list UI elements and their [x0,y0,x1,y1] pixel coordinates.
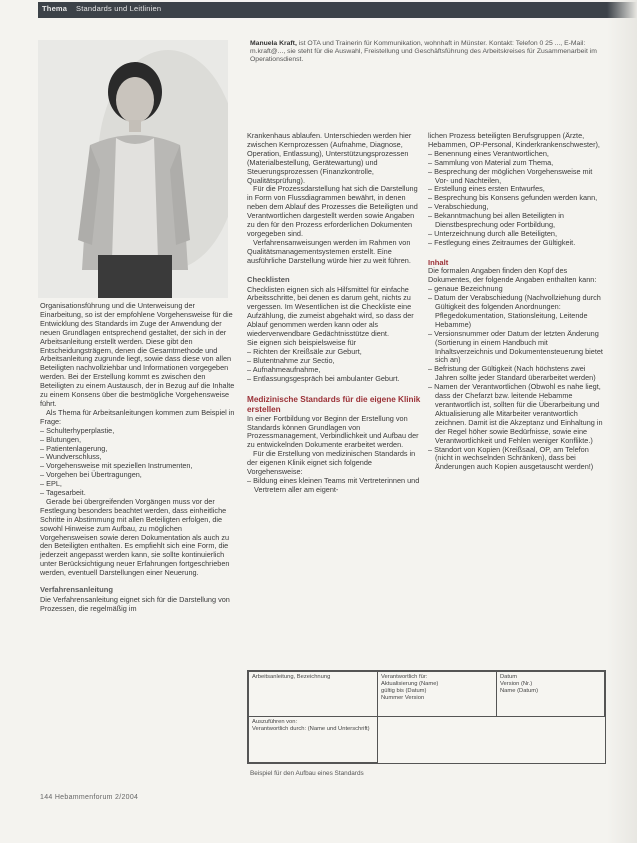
col3-paragraph: Die formalen Angaben finden den Kopf des Dokumentes, der folgende Angaben enthalten kann: [428,266,597,285]
column-1 [40,302,235,614]
list-item: – Tagesarbeit. [40,488,86,498]
standard-form-example [247,670,606,764]
header-section: Thema [42,4,68,13]
col2-paragraph: Für die Prozessdarstellung hat sich die Darstellung in Form von Flussdiagrammen bewährt, in denen neben dem Ablauf des Prozesses die Beteiligten und Verantwortlichen dargestellt werden sowie Angaben zu den für den Prozess erforderlichen Dokumenten vorgegeben sind. [247,184,418,238]
figure-caption: Beispiel für den Aufbau eines Standards [250,770,364,777]
list-item: – Entlassungsgespräch bei ambulanter Geburt. [247,373,400,383]
list-item: – Blutungen, [40,434,81,444]
list-item: – Datum der Verabschiedung (Nachvollziehung durch Gültigkeit des folgenden Anordnungen: Pflegedokumentation, Stationsleitung, Leitende Hebamme) [428,293,601,329]
author-bio: ist OTA und Trainerin für Kommunikation, wohnhaft in Münster. Kontakt: Telefon 0 25 ..., E-Mail: m.kraft@..., sie steht für die Auswahl, Freistellung und Geschäftsführung des Arbeitskreises für Zusammenarbeit im Operationsdienst. [250,40,597,64]
list-item: – Richten der Kreißsäle zur Geburt, [247,346,362,356]
author-photo [38,40,228,298]
list-item: – Schulterhyperplastie, [40,425,115,435]
col2-paragraph: Sie eignen sich beispielsweise für [247,337,357,347]
list-item: – Wundverschluss, [40,452,102,462]
col1-paragraph: Gerade bei übergreifenden Vorgängen muss vor der Festlegung besonders beachtet werden, dass einheitliche Schritte in Abstimmung mit allen Beteiligten erfolgen, die sowohl Hinweise zum Aufbau, zu möglichen Vorgehensweisen sowie deren Dokumentation als auch zu den Beteiligten enthalten. Es empfiehlt sich eine Form, die jederzeit angepasst werden kann, sie sollte kontinuierlich unter Berücksichtigung neuer Erfahrungen fortgeschrieben werden, eventuell Darstellungen einer Neuerung. [40,496,230,578]
red-heading: Medizinische Standards für die eigene Klinik erstellen [247,395,421,415]
col2-paragraph: Checklisten eignen sich als Hilfsmittel für einfache Arbeitsschritte, bei denen es darum geht, nichts zu vergessen. Im Wesentlichen ist die Checkliste eine Aufzählung, die zumeist abgehakt wird, so dass der Ablauf genommen werden kann oder als wiederverwendbare Gedächtnisstütze dient. [247,284,414,339]
list-item: – Besprechung bis Konsens gefunden werden kann, [428,193,598,203]
list-item: – Sammlung von Material zum Thema, [428,157,554,167]
list-item: – Vorgehensweise mit speziellen Instrumenten, [40,461,193,471]
list-item: – EPL, [40,479,62,489]
column-3 [428,132,606,472]
page-header [38,2,637,18]
list-item: – Unterzeichnung durch alle Beteiligten, [428,228,558,238]
section-heading: Inhalt [428,257,449,267]
col1-paragraph: Organisationsführung und die Unterweisung der Einarbeitung, so ist der empfohlene Vorgehensweise für die Entwicklung des Standards im Zuge der Anwendung der neuen Grundlagen entsprechend gestaltet, der sich in der Arbeitsanleitung erstellt werden. Diese gibt den Entscheidungsträgern, denen die Gesamtmethode und Arbeitsanleitung zugrunde liegt, sowie dass diese von allen Beteiligten nachvollziehbar und Informationen vorgegeben werden. Bei der Erstellung kommt es zwischen den Beteiligten zu einem Austausch, der in Bezug auf die Inhalte zu einem Konsens über die bestmögliche Vorgehensweise führt. [40,301,235,408]
list-item: – Befristung der Gültigkeit (Nach höchstens zwei Jahren sollte jeder Standard überarbeitet werden) [428,364,596,383]
list-item: – genaue Bezeichnung [428,284,503,294]
list-item: – Namen der Verantwortlichen (Obwohl es nahe liegt, dass der Chefarzt bzw. leitende Hebamme verantwortlich ist, sollten für die Überarbeitung und Aktualisierung alle Mitarbeiter verantwortlich zeichnen. Damit ist die Akzeptanz und Einhaltung in der Regel höher sowie Bedürfnisse, sowie eine Verantwortlichkeit und Fehlen weniger Konflikte.) [428,382,603,445]
form-cell-version: Datum Version (Nr.) Name (Datum) [496,671,605,717]
list-item: – Benennung eines Verantwortlichen, [428,148,549,158]
list-item: – Festlegung eines Zeitraumes der Gültigkeit. [428,237,576,247]
page-footer: 144 Hebammenforum 2/2004 [40,794,139,801]
col1-paragraph: Die Verfahrensanleitung eignet sich für die Darstellung von Prozessen, die regelmäßig im [40,595,230,613]
section-heading: Verfahrensanleitung [40,585,114,595]
list-item: – Aufnahmeaufnahme, [247,364,321,374]
list-item: – Bekanntmachung bei allen Beteiligten in Dienstbesprechung oder Fortbildung, [428,211,564,230]
list-item: – Vorgehen bei Übertragungen, [40,470,142,480]
col3-paragraph: lichen Prozess beteiligten Berufsgruppen (Ärzte, Hebammen, OP-Personal, Kinderkrankenschwester), [428,131,600,149]
list-item: – Standort von Kopien (Kreißsaal, OP, am Telefon (nicht in wechselnden Schränken), dass bei Änderungen auch Kopien ausgetauscht werden!) [428,444,594,472]
list-item: – Versionsnummer oder Datum der letzten Änderung (Sortierung in einem Handbuch mit Inhaltsverzeichnis und Dokumentensteuerung bietet sich an) [428,328,603,365]
header-topic: Standards und Leitlinien [76,4,162,13]
author-name: Manuela Kraft, [250,40,297,47]
col2-paragraph: Verfahrensanweisungen werden im Rahmen von Qualitätsmanagementsystemen erstellt. Eine ausführliche Darstellung würde hier zu weit führen. [247,237,411,265]
list-item: – Patientenlagerung, [40,443,108,453]
list-item: – Verabschiedung, [428,202,489,212]
col2-paragraph: Krankenhaus ablaufen. Unterschieden werden hier zwischen Kernprozessen (Aufnahme, Diagnose, Operation, Entlassung), Unterstützungsprozessen (Materialbestellung, Gerätewartung) und Steuerungsprozessen (Finanzkontrolle, Qualitätsprüfung). [247,131,412,185]
form-cell-execution: Auszuführen von: Verantwortlich durch: (Name und Unterschrift) [248,716,378,763]
list-item: – Bildung eines kleinen Teams mit Vertreterinnen und Vertretern aller am eigent- [247,476,420,494]
section-heading: Checklisten [247,274,290,284]
col2-paragraph: In einer Fortbildung vor Beginn der Erstellung von Standards können Grundlagen von Prozessmanagement, Verbindlichkeit und Aufbau der zu entwickelnden Dokumente erarbeitet werden. [247,413,419,450]
form-cell-responsibility: Verantwortlich für: Aktualisierung (Name) gültig bis (Datum) Nummer Version [377,671,497,717]
list-item: – Erstellung eines ersten Entwurfes, [428,184,545,194]
form-cell-title: Arbeitsanleitung, Bezeichnung [248,671,378,717]
list-item: – Blutentnahme zur Sectio, [247,355,335,365]
col1-paragraph: Als Thema für Arbeitsanleitungen kommen zum Beispiel in Frage: [40,407,235,426]
column-2 [247,132,422,495]
list-item: – Besprechung der möglichen Vorgehensweise mit Vor- und Nachteilen, [428,166,593,185]
page-edge-shadow [607,0,637,843]
author-info [250,40,600,65]
col2-paragraph: Für die Erstellung von medizinischen Standards in der eigenen Klinik eignet sich folgende Vorgehensweise: [247,449,416,477]
